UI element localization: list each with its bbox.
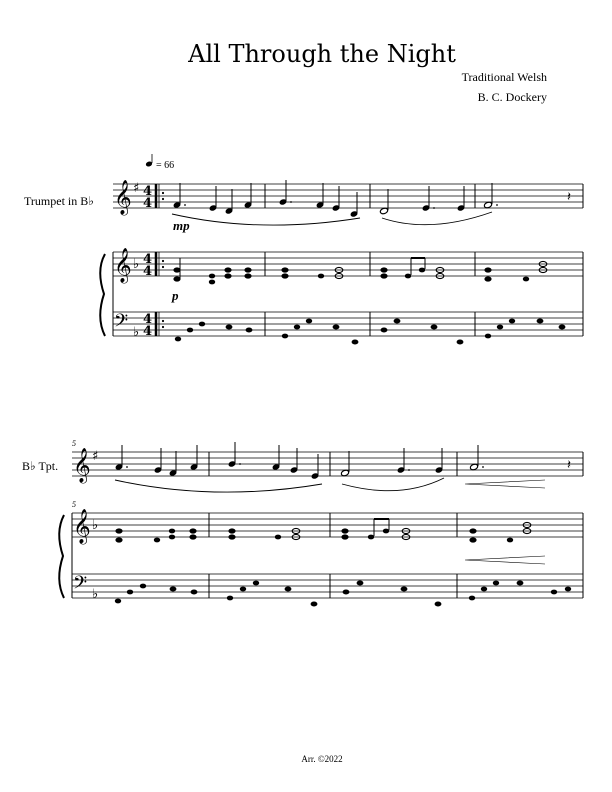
time-signature-bottom: 4 (143, 196, 153, 211)
tempo-marking (145, 154, 174, 171)
instrument-label-short: B♭ Tpt. (22, 459, 59, 473)
dynamic-p: p (172, 288, 179, 303)
treble-clef-icon: 𝄞 (114, 248, 132, 283)
piano-bass-staff-1 (113, 311, 583, 345)
sharp-icon: ♯ (133, 181, 140, 196)
grand-staff-brace (100, 254, 105, 336)
slur (342, 478, 444, 491)
measure-number: 5 (72, 439, 76, 448)
treble-clef-icon: 𝄞 (73, 448, 91, 483)
composer-credit: Traditional Welsh (461, 70, 547, 84)
bass-clef-icon: 𝄢 (114, 311, 129, 336)
system-1 (24, 180, 583, 345)
svg-text:4: 4 (143, 324, 153, 339)
bass-clef-icon: 𝄢 (73, 573, 88, 598)
quarter-rest-icon: 𝄽 (567, 458, 571, 473)
copyright-footer: Arr. ©2022 (301, 754, 343, 764)
score-title: All Through the Night (188, 40, 456, 68)
treble-clef-icon: 𝄞 (73, 509, 91, 544)
decrescendo-hairpin (465, 556, 545, 564)
quarter-rest-icon: 𝄽 (567, 190, 571, 205)
piano-treble-staff-1 (113, 248, 583, 303)
flat-icon: ♭ (92, 587, 99, 602)
dynamic-mp: mp (173, 218, 190, 233)
tempo-text: = 66 (156, 160, 175, 171)
arranger-credit: B. C. Dockery (477, 90, 547, 104)
flat-icon: ♭ (133, 257, 140, 272)
trumpet-staff-2 (72, 442, 583, 492)
slur (115, 480, 322, 492)
grand-staff-brace (59, 515, 64, 598)
time-signature-top: 4 (143, 184, 153, 199)
sharp-icon: ♯ (92, 449, 99, 464)
svg-text:4: 4 (143, 312, 153, 327)
slur (172, 214, 360, 225)
piano-bass-staff-2 (72, 573, 583, 607)
system-2 (22, 439, 583, 607)
flat-icon: ♭ (133, 325, 140, 340)
decrescendo-hairpin (465, 480, 545, 488)
svg-text:4: 4 (143, 252, 153, 267)
treble-clef-icon: 𝄞 (114, 180, 132, 215)
slur (382, 212, 492, 225)
svg-text:4: 4 (143, 264, 153, 279)
piano-lh-notes-2 (115, 581, 571, 607)
trumpet-staff-1 (113, 180, 583, 233)
trumpet-notes-1 (173, 180, 571, 218)
flat-icon: ♭ (92, 518, 99, 533)
piano-treble-staff-2 (72, 509, 583, 564)
piano-rh-notes-1 (173, 258, 546, 284)
trumpet-notes-2 (115, 442, 571, 480)
measure-number: 5 (72, 500, 76, 509)
instrument-label-full: Trumpet in B♭ (24, 194, 94, 208)
